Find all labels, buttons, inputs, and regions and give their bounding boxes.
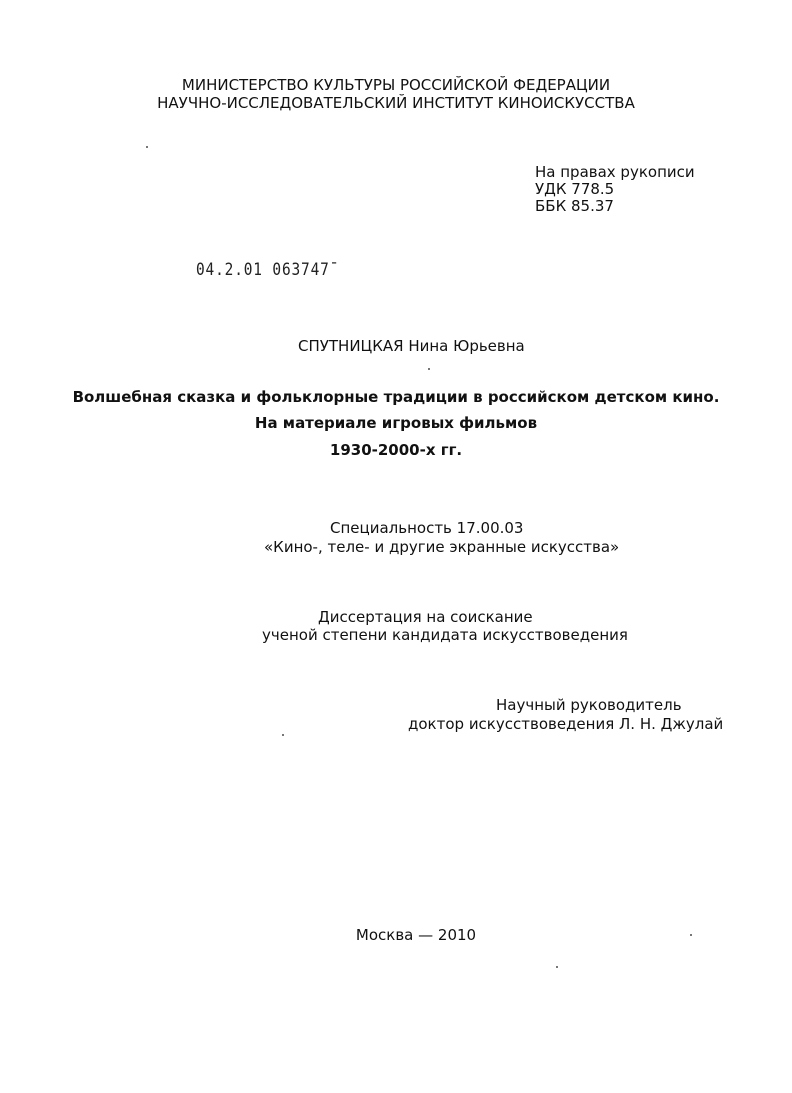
ministry-heading: МИНИСТЕРСТВО КУЛЬТУРЫ РОССИЙСКОЙ ФЕДЕРАЦИИ — [181, 76, 611, 94]
registration-stamp — [196, 260, 339, 280]
scan-speck — [282, 734, 284, 736]
scan-speck — [556, 966, 558, 968]
author-given-names: Нина Юрьевна — [408, 337, 525, 355]
scan-speck — [690, 934, 692, 936]
author-name — [298, 337, 525, 355]
author-surname: СПУТНИЦКАЯ — [298, 337, 404, 355]
degree-line-1: Диссертация на соискание — [318, 608, 533, 626]
institute-heading: НАУЧНО-ИССЛЕДОВАТЕЛЬСКИЙ ИНСТИТУТ КИНОИСКУССТВА — [157, 94, 635, 112]
rights-notice: На правах рукописи — [535, 163, 695, 181]
specialty-code: Специальность 17.00.03 — [330, 519, 524, 537]
supervisor-role: Научный руководитель — [496, 696, 682, 714]
stamp-mark: ¯ — [329, 260, 340, 280]
title-line-1: Волшебная сказка и фольклорные традиции в российском детском кино. — [72, 388, 720, 406]
scan-speck — [428, 368, 430, 370]
place-year: Москва — 2010 — [355, 926, 477, 944]
supervisor-name: доктор искусствоведения Л. Н. Джулай — [408, 715, 724, 733]
degree-line-2: ученой степени кандидата искусствоведения — [262, 626, 628, 644]
registration-number: 04.2.01 063747 — [196, 260, 330, 280]
title-line-2: На материале игровых фильмов — [254, 414, 538, 432]
bbk-code: ББК 85.37 — [535, 197, 614, 215]
specialty-name: «Кино-, теле- и другие экранные искусства» — [264, 538, 620, 556]
scan-speck — [146, 146, 148, 148]
udk-code: УДК 778.5 — [535, 180, 615, 198]
title-line-3: 1930-2000-х гг. — [329, 441, 463, 459]
